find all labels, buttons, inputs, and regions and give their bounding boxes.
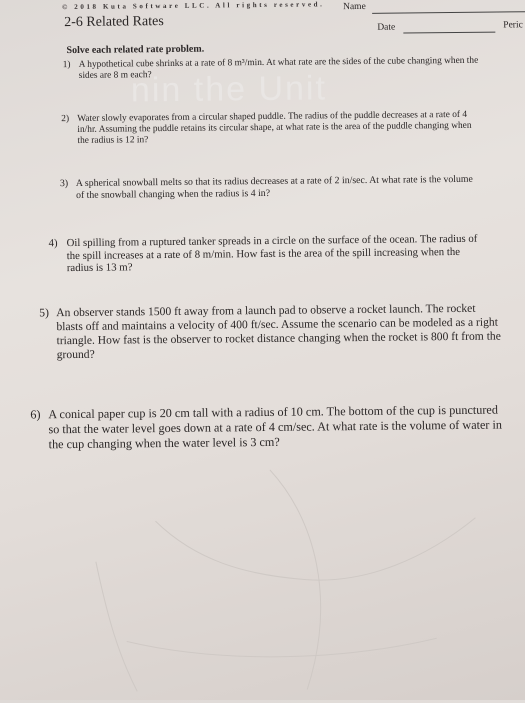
problem-text: A spherical snowball melts so that its radius decreases at a rate of 2 in/sec. At what rate is the volume of the snowball changing when the radius is 4 in?	[75, 173, 473, 201]
name-blank-line	[372, 11, 525, 14]
problem-text: Water slowly evaporates from a circular shaped puddle. The radius of the puddle decreases at a rate of 4 in/hr. Assuming the puddle retains its circular shape, at what rate is the area of the puddle changing when the radius is 12 in?	[77, 109, 472, 146]
problem-3	[59, 173, 482, 201]
copyright-notice: © 2018 Kuta Software LLC. All rights reserved.	[62, 0, 325, 12]
problem-number: 5)	[39, 306, 50, 320]
problem-number: 4)	[48, 237, 58, 250]
name-label: Name	[343, 1, 366, 13]
date-blank-line	[403, 32, 495, 34]
problem-text: A hypothetical cube shrinks at a rate of 8 m³/min. At what rate are the sides of the cube changing when the sides are 8 m each?	[78, 55, 479, 81]
problem-text: Oil spilling from a ruptured tanker spreads in a circle on the surface of the ocean. The radius of the spill increases at a rate of 8 m/min. How fast is the area of the spill increasing when the radius is 13 m?	[66, 232, 478, 275]
problem-number: 1)	[62, 60, 71, 71]
problem-1	[62, 55, 483, 82]
show-through-text: nin the Unit	[130, 69, 328, 110]
problem-5	[41, 302, 502, 363]
instructions: Solve each related rate problem.	[66, 43, 205, 57]
problem-text: A conical paper cup is 20 cm tall with a radius of 10 cm. The bottom of the cup is punctured so that the water level goes down at a rate of 4 cm/sec. At what rate is the volume of water in the cup changing when the water level is 3 cm?	[48, 402, 503, 452]
page-title: 2-6 Related Rates	[64, 14, 164, 31]
period-label: Peric	[503, 20, 523, 31]
date-label: Date	[377, 22, 396, 33]
problem-text: An observer stands 1500 ft away from a launch pad to observe a rocket launch. The rocket blasts off and maintains a velocity of 400 ft/sec. Assume the scenario can be modeled as a right triangle. How fast is the observer to rocket distance changing when the rocket is 800 ft from the ground?	[56, 301, 501, 362]
problem-number: 2)	[61, 114, 70, 125]
problem-number: 6)	[30, 407, 41, 422]
problem-6	[32, 402, 507, 452]
problem-number: 3)	[59, 178, 69, 190]
problem-4	[50, 233, 488, 275]
problem-2	[63, 110, 483, 147]
